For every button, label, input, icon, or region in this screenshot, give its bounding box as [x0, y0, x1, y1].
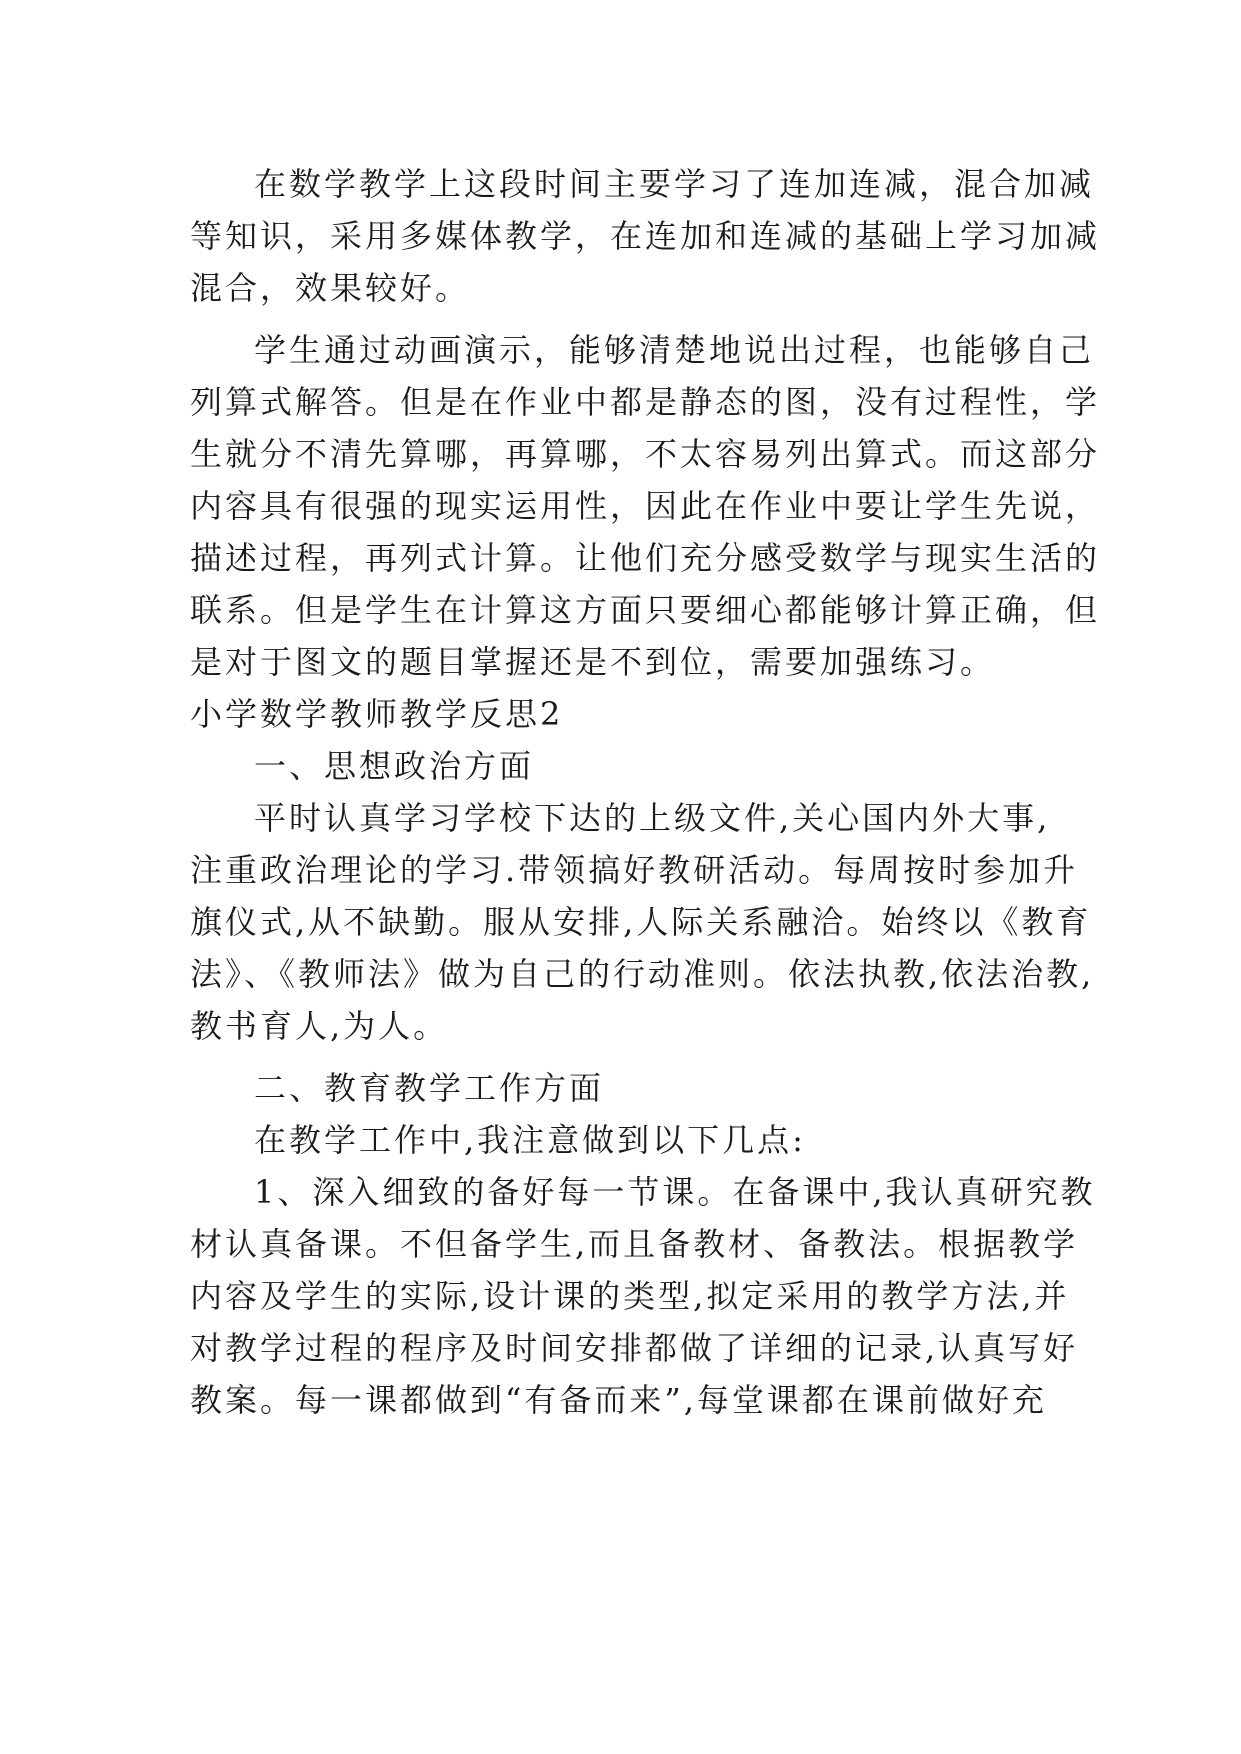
paragraph-line: 联系。但是学生在计算这方面只要细心都能够计算正确，但 — [190, 591, 1101, 629]
paragraph-line: 描述过程，再列式计算。让他们充分感受数学与现实生活的 — [190, 539, 1101, 577]
paragraph-line: 1、深入细致的备好每一节课。在备课中,我认真研究教 — [254, 1173, 1096, 1211]
paragraph-line: 注重政治理论的学习.带领搞好教研活动。每周按时参加升 — [190, 851, 1079, 889]
section-title: 小学数学教师教学反思2 — [190, 695, 564, 733]
section-heading: 一、思想政治方面 — [254, 747, 535, 785]
paragraph-line: 教书育人,为人。 — [190, 1007, 449, 1045]
paragraph-line: 生就分不清先算哪，再算哪，不太容易列出算式。而这部分 — [190, 435, 1101, 473]
paragraph-line: 内容及学生的实际,设计课的类型,拟定采用的教学方法,并 — [190, 1277, 1070, 1315]
paragraph-line: 混合，效果较好。 — [190, 269, 471, 307]
paragraph-line: 等知识，采用多媒体教学，在连加和连减的基础上学习加减 — [190, 217, 1101, 255]
paragraph-line: 平时认真学习学校下达的上级文件,关心国内外大事, — [254, 799, 1051, 837]
paragraph-line: 法》、《教师法》做为自己的行动准则。依法执教,依法治教, — [190, 955, 1095, 993]
paragraph-line: 是对于图文的题目掌握还是不到位，需要加强练习。 — [190, 643, 996, 681]
paragraph-line: 内容具有很强的现实运用性，因此在作业中要让学生先说， — [190, 487, 1101, 525]
section-heading: 二、教育教学工作方面 — [254, 1069, 605, 1107]
paragraph-line: 列算式解答。但是在作业中都是静态的图，没有过程性，学 — [190, 383, 1101, 421]
paragraph-line: 学生通过动画演示，能够清楚地说出过程，也能够自己 — [254, 331, 1095, 369]
document-page — [190, 158, 1101, 1426]
paragraph-line: 材认真备课。不但备学生,而且备教材、备教法。根据教学 — [190, 1225, 1079, 1263]
paragraph-line: 对教学过程的程序及时间安排都做了详细的记录,认真写好 — [190, 1329, 1079, 1367]
paragraph-line: 在数学教学上这段时间主要学习了连加连减，混合加减 — [254, 165, 1095, 203]
paragraph-line: 旗仪式,从不缺勤。服从安排,人际关系融洽。始终以《教育 — [190, 903, 1092, 941]
paragraph-line: 在教学工作中,我注意做到以下几点: — [254, 1121, 806, 1159]
paragraph-line: 教案。每一课都做到“有备而来”,每堂课都在课前做好充 — [190, 1381, 1047, 1419]
